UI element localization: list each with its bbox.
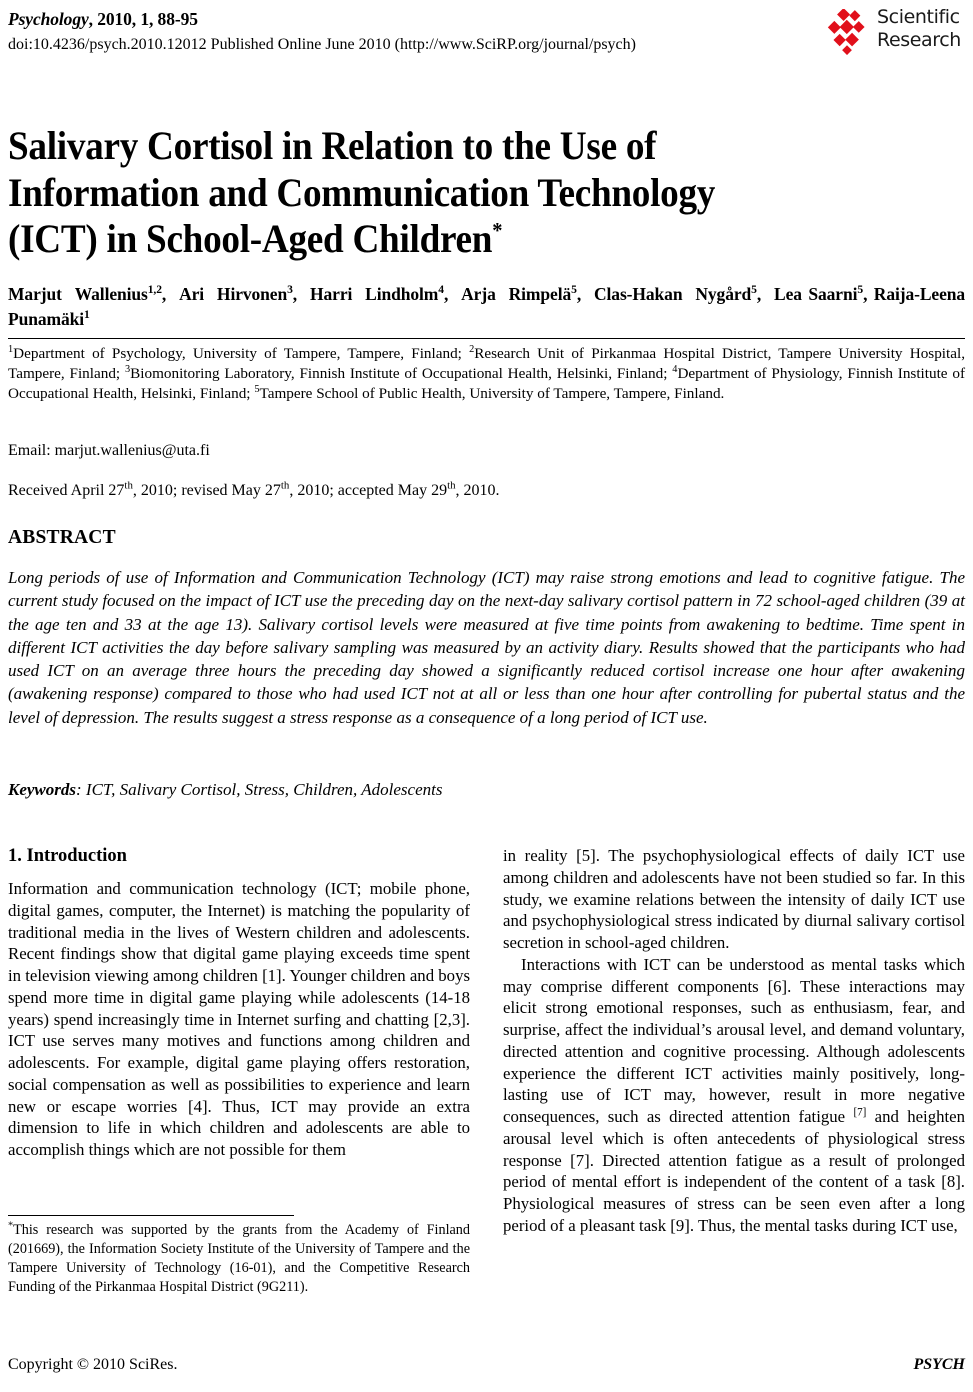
author-affiliation-marker: 1: [84, 309, 90, 322]
affiliation-marker: 3: [124, 364, 131, 375]
keywords-list: ICT, Salivary Cortisol, Stress, Children, Adolescents: [85, 780, 443, 799]
author-name: Ari Hirvonen$^3$: [179, 284, 293, 304]
author-affiliation-marker: 4: [438, 284, 444, 297]
ordinal-suffix: th: [447, 479, 456, 492]
title-line-2: Information and Communication Technology: [8, 169, 716, 215]
footnote-divider-rule: [8, 1215, 294, 1216]
keywords-separator: :: [76, 780, 86, 799]
paragraph-part: Interactions with ICT can be understood as mental tasks which may comprise different components [6]. These interactions may elicit strong emotional responses, such as enthusiasm, fear, and surprise, affect the individual’s arousal level, and demand voluntary, directed attention and cognitive processing. Although adolescents experience the different ICT activities mainly positively, long-lasting use of ICT may, however, result in more negative consequences, such as directed attention fatigue: [503, 954, 965, 1126]
doi-line: doi:10.4236/psych.2010.12012 Published Online June 2010 (http://www.SciRP.org/journal/psych): [8, 35, 636, 53]
journal-name: Psychology: [8, 9, 89, 29]
journal-issue: , 2010, 1, 88-95: [88, 9, 198, 29]
header-divider-rule: [8, 338, 965, 339]
ordinal-suffix: th: [124, 479, 133, 492]
author-affiliation-marker: 3: [287, 284, 293, 297]
section-heading-introduction: 1. Introduction: [8, 846, 127, 866]
scientific-research-diamond-icon: [827, 9, 873, 55]
copyright-notice: Copyright © 2010 SciRes.: [8, 1356, 178, 1373]
submission-dates: Received April 27th, 2010; revised May 27th, 2010; accepted May 29th, 2010.: [8, 479, 500, 499]
author-name: Raija-Leena Punamäki$^1$: [8, 284, 966, 330]
author-affiliation-marker: 5: [571, 284, 577, 297]
title-line-1: Salivary Cortisol in Relation to the Use of: [8, 122, 657, 168]
abstract-heading: ABSTRACT: [8, 527, 116, 548]
page-header: [8, 8, 965, 64]
paper-title: [8, 123, 845, 263]
title-footnote-marker: *: [492, 218, 503, 244]
publisher-logo: [827, 6, 965, 60]
footnote-marker: *: [8, 1220, 14, 1232]
author-name: Lea Saarni$^5$: [774, 284, 864, 304]
paragraph: [503, 954, 965, 1237]
title-line-3: (ICT) in School-Aged Children: [8, 216, 493, 262]
affiliation-block: $^1$Department of Psychology, University of Tampere, Tampere, Finland; $^2$Research Unit of Pirkanmaa Hospital District, Tampere University Hospital, Tampere, Finland; $^3$Biomonitoring Laboratory, Finnish Institute of Occupational Health, Helsinki, Finland; $^4$Department of Physiology, Finnish Institute of Occupational Health, Helsinki, Finland; $^5$Tampere School of Public Health, University of Tampere, Tampere, Finland.: [8, 343, 966, 403]
author-affiliation-marker: 1,2: [147, 284, 162, 297]
author-name: Clas-Hakan Nygård$^5$: [594, 284, 757, 304]
affiliation-marker: 4: [672, 364, 678, 375]
journal-abbreviation: PSYCH: [913, 1356, 965, 1373]
journal-citation-line: [8, 8, 965, 32]
logo-line-research: Research: [877, 29, 961, 52]
footnote-body: This research was supported by the grants from the Academy of Finland (201669), the Information Society Institute of the University of Tampere and the Tampere University of Technology (16-01), and the Competitive Research Funding of the Pirkanmaa Hospital District (9G211).: [8, 1222, 470, 1295]
author-list: Marjut Wallenius$^{1,2}$, Ari Hirvonen$^3$, Harri Lindholm$^4$, Arja Rimpelä$^5$, Clas-Hakan Nygård$^5$, Lea Saarni$^5$, Raija-Leena Punamäki$^1$: [8, 284, 966, 330]
author-affiliation-marker: 5: [751, 284, 757, 297]
paragraph-part: and heighten arousal level which is often antecedents of physiological stress response [7]. Directed attention fatigue as a result of prolonged period of mental effort is independent of the content of a task [8]. Physiological measures of stress can be seen even after a long period of a pleasant task [9]. Thus, the mental tasks during ICT use,: [503, 1107, 966, 1235]
publisher-logo-text: [877, 6, 961, 53]
author-name: Harri Lindholm$^4$: [309, 284, 444, 304]
paragraph: Information and communication technology (ICT; mobile phone, digital games, computer, the Internet) is matching the popularity of traditional media in the lives of Western children and adolescents. Recent findings show that digital game playing exceeds time spent in television viewing among children [1]. Younger children and boys spend more time in digital game playing while adolescents (14-18 years) spend increasingly time in Internet surfing and chatting [2,3]. ICT use serves many motives and functions among children and adolescents. For example, digital game playing offers restoration, social compensation as well as possibilities to experience and learn new or escape worries [4]. Thus, ICT may provide an extra dimension to life in which children and adolescents are able to accomplish things which are not possible for them: [8, 879, 470, 1160]
citation-superscript: [7]: [853, 1106, 867, 1119]
contact-email[interactable]: Email: marjut.wallenius@uta.fi: [8, 442, 210, 459]
affiliation-marker: 5: [254, 384, 260, 396]
logo-line-scientific: Scientific: [877, 6, 960, 28]
author-name: Marjut Wallenius$^{1,2}$: [8, 284, 162, 304]
keywords-label: Keywords: [8, 780, 76, 799]
ordinal-suffix: th: [280, 479, 290, 492]
author-name: Arja Rimpelä$^5$: [461, 284, 577, 304]
paragraph: in reality [5]. The psychophysiological effects of daily ICT use among children and adolescents have not been studied so far. In this study, we examine relations between the intensity of daily ICT use and psychophysiological stress indicated by diurnal salivary cortisol secretion in school-aged children.: [503, 846, 965, 952]
author-affiliation-marker: 5: [857, 284, 864, 297]
footnote-text: [8, 1221, 470, 1297]
affiliation-marker: 1: [8, 343, 14, 355]
body-column-right: [503, 845, 965, 1237]
abstract-text: Long periods of use of Information and Communication Technology (ICT) may raise strong emotions and lead to cognitive fatigue. The current study focused on the impact of ICT use the preceding day on the next-day salivary cortisol pattern in 72 school-aged children (39 at the age ten and 33 at the age 13). Salivary cortisol levels were measured at five time points from awakening to bedtime. Time spent in different ICT activities the day before salivary sampling was measured by an activity diary. Results showed that the participants who had used ICT on an average three hours the preceding day showed a significantly reduced cortisol increase one hour after awakening (awakening response) compared to those who had used ICT not at all or less than one hour after controlling for pubertal status and the level of depression. The results suggest a stress response as a consequence of a long period of ICT use.: [8, 568, 965, 727]
keywords-line: [8, 779, 965, 802]
affiliation-marker: 2: [469, 343, 475, 355]
body-column-left: [8, 845, 470, 1161]
